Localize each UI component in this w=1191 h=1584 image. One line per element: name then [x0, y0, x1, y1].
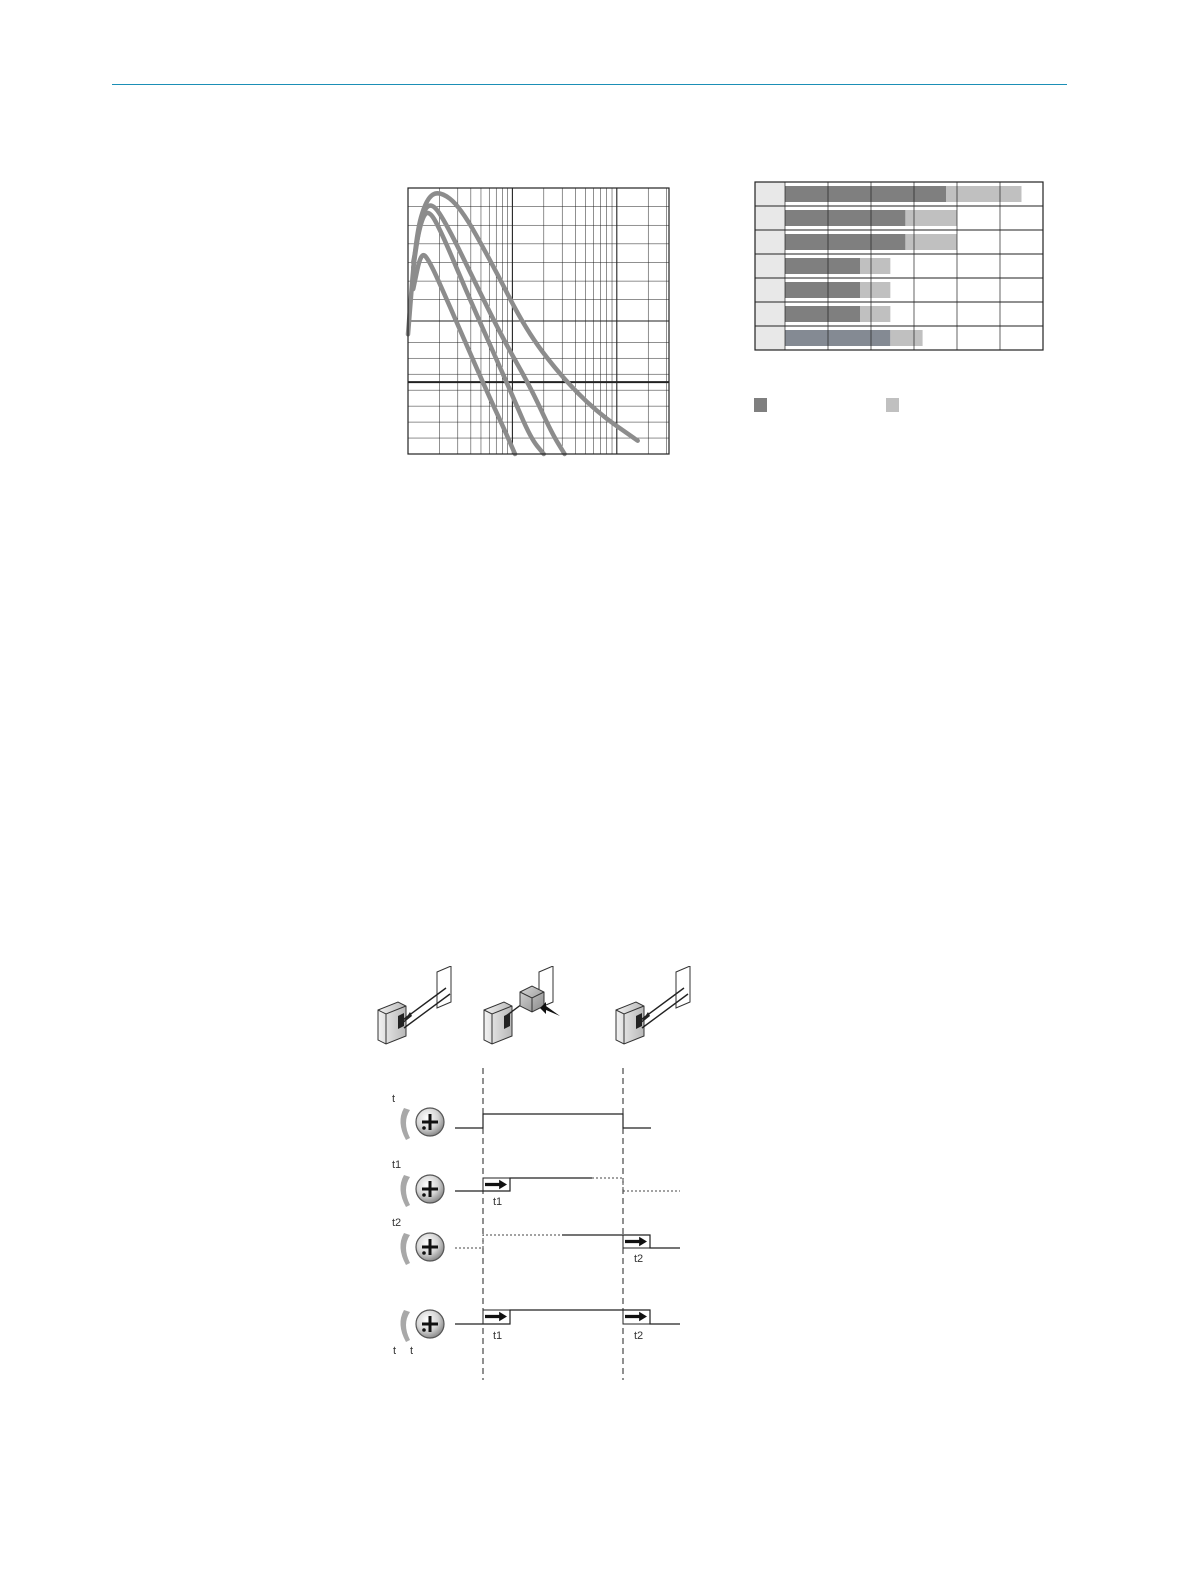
timing-signal: [455, 1114, 651, 1128]
arrow-icon: [485, 1180, 507, 1189]
curve-series-3: [413, 213, 543, 454]
bar-primary: [785, 330, 890, 346]
sensor-icon: [484, 1002, 512, 1044]
bar-primary: [785, 210, 905, 226]
bar-row-label-cell: [755, 182, 785, 206]
sensor-icon: [616, 1002, 644, 1044]
arrow-icon: [485, 1312, 507, 1321]
arrow-icon: [625, 1312, 647, 1321]
bar-primary: [785, 234, 905, 250]
curve-chart-series: [408, 193, 638, 454]
timing-row-1: [392, 1093, 651, 1140]
adjustment-dial-icon: [400, 1310, 444, 1342]
bar-chart-rows: [755, 182, 1022, 350]
delay-label: t1: [493, 1330, 503, 1342]
scenario-object-interrupts: [484, 966, 560, 1044]
bar-row-label-cell: [755, 278, 785, 302]
bar-primary: [785, 186, 946, 202]
delay-label: t2: [634, 1253, 644, 1265]
arrow-icon: [625, 1237, 647, 1246]
legend-swatch-primary: [754, 398, 767, 412]
bar-secondary: [946, 186, 1021, 202]
curve-series-2: [413, 206, 564, 454]
adjustment-dial-icon: [400, 1108, 444, 1140]
bar-primary: [785, 258, 860, 274]
bar-secondary: [890, 330, 922, 346]
bar-secondary: [860, 282, 890, 298]
timing-row-label: t: [392, 1093, 396, 1105]
bar-chart-legend: [754, 398, 1054, 414]
adjustment-dial-icon: [400, 1175, 444, 1207]
scenario-free-beam: [378, 966, 451, 1044]
timing-row-3: [392, 1217, 680, 1265]
sensor-icon: [378, 1002, 406, 1044]
stacked-bar-chart: [752, 180, 1048, 356]
bar-row-label-cell: [755, 302, 785, 326]
legend-swatch-secondary: [886, 398, 899, 412]
timing-row-label: t2: [392, 1217, 402, 1229]
timing-row-2: [392, 1159, 680, 1208]
timing-row-label: t1: [392, 1159, 402, 1171]
scenario-free-beam-return: [616, 966, 690, 1044]
timing-signal: [455, 1178, 592, 1191]
timing-signal: [562, 1235, 680, 1248]
bar-primary: [785, 282, 860, 298]
delay-label: t2: [634, 1330, 644, 1342]
bar-row-label-cell: [755, 206, 785, 230]
timing-signal-reference: [483, 1178, 680, 1191]
bar-secondary: [905, 210, 957, 226]
bar-row-label-cell: [755, 254, 785, 278]
characteristic-curve-chart: [405, 185, 673, 459]
timing-footer-label: t: [393, 1345, 397, 1357]
timing-footer-label: t: [410, 1345, 414, 1357]
bar-row-label-cell: [755, 230, 785, 254]
delay-label: t1: [493, 1196, 503, 1208]
bar-row-label-cell: [755, 326, 785, 350]
bar-secondary: [860, 306, 890, 322]
timing-row-4: [400, 1310, 680, 1342]
header-rule: [112, 84, 1067, 85]
timing-signal-reference: [455, 1235, 562, 1248]
timing-diagram: [360, 960, 705, 1400]
bar-secondary: [905, 234, 957, 250]
bar-primary: [785, 306, 860, 322]
bar-secondary: [860, 258, 890, 274]
adjustment-dial-icon: [400, 1233, 444, 1265]
